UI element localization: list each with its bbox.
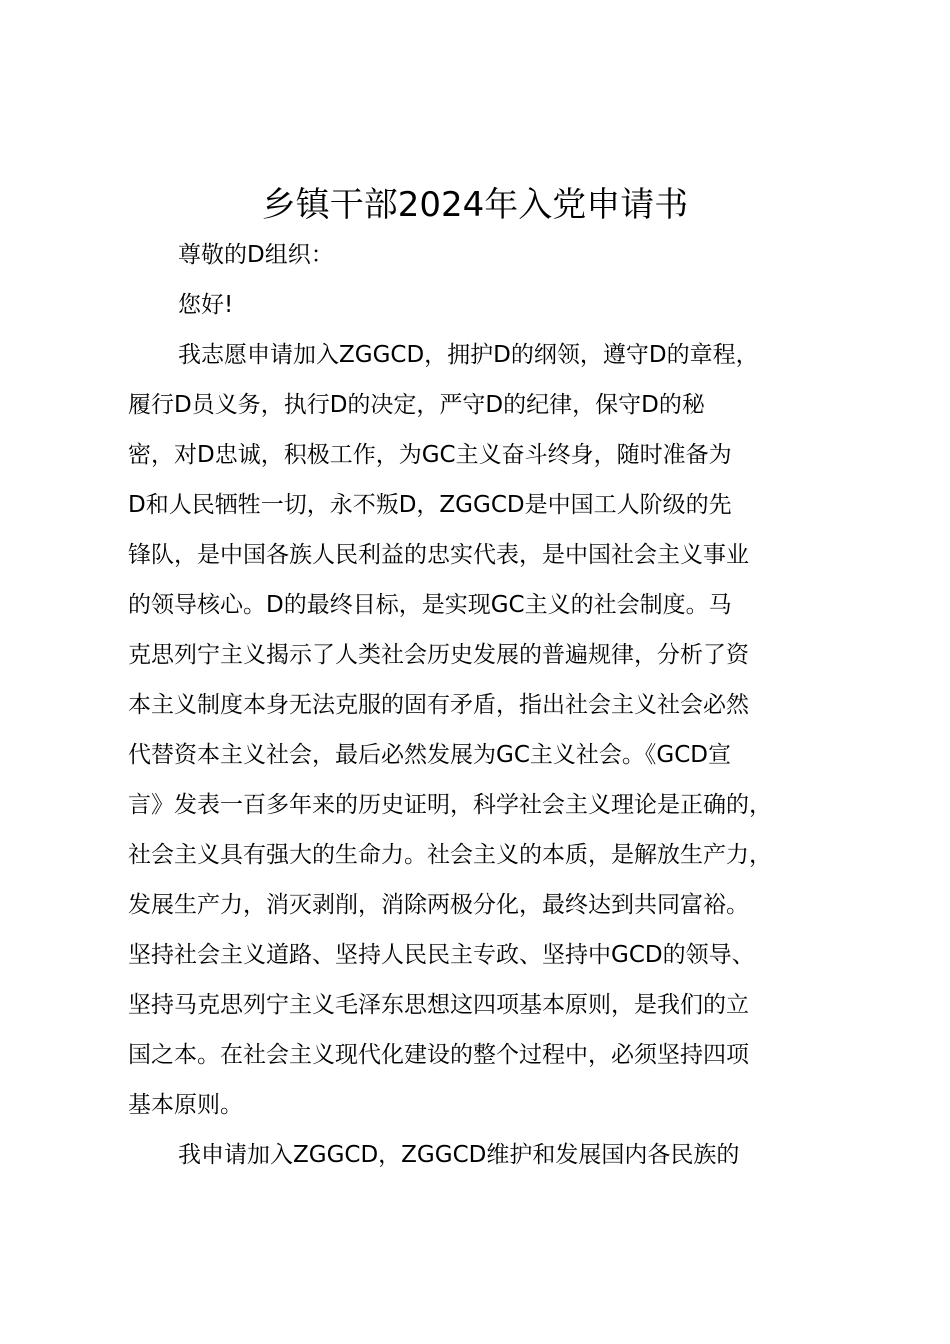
- paragraph-2: [128, 1130, 848, 1180]
- paragraph-line: 国之本。在社会主义现代化建设的整个过程中，必须坚持四项: [128, 1042, 749, 1068]
- paragraph-line: 锋队，是中国各族人民利益的忠实代表，是中国社会主义事业: [128, 542, 749, 568]
- paragraph-line: 坚持社会主义道路、坚持人民民主专政、坚持中GCD的领导、: [128, 942, 755, 968]
- paragraph-line: 我志愿申请加入ZGGCD，拥护D的纲领，遵守D的章程，: [178, 342, 759, 368]
- document-title: 乡镇干部2024年入党申请书: [261, 185, 689, 225]
- paragraph-line: 坚持马克思列宁主义毛泽东思想这四项基本原则，是我们的立: [128, 992, 749, 1018]
- paragraph-line: 发展生产力，消灭剥削，消除两极分化，最终达到共同富裕。: [128, 892, 749, 918]
- salutation: 尊敬的D组织：: [178, 242, 334, 268]
- paragraph-line: 密，对D忠诚，积极工作，为GC主义奋斗终身，随时准备为: [128, 442, 732, 468]
- paragraph-line: 基本原则。: [128, 1092, 243, 1118]
- paragraph-line: 履行D员义务，执行D的决定，严守D的纪律，保守D的秘: [128, 392, 705, 418]
- paragraph-line: 的领导核心。D的最终目标，是实现GC主义的社会制度。马: [128, 592, 732, 618]
- paragraph-line: 言》发表一百多年来的历史证明，科学社会主义理论是正确的，: [128, 792, 772, 818]
- paragraph-line: 克思列宁主义揭示了人类社会历史发展的普遍规律，分析了资: [128, 642, 749, 668]
- greeting: 您好!: [178, 292, 234, 318]
- paragraph-line: 我申请加入ZGGCD，ZGGCD维护和发展国内各民族的: [178, 1142, 740, 1168]
- paragraph-1: [128, 330, 848, 1130]
- paragraph-line: 社会主义具有强大的生命力。社会主义的本质，是解放生产力，: [128, 842, 772, 868]
- document-body: [128, 230, 848, 1180]
- paragraph-line: 本主义制度本身无法克服的固有矛盾，指出社会主义社会必然: [128, 692, 749, 718]
- paragraph-line: 代替资本主义社会，最后必然发展为GC主义社会。《GCD宣: [128, 742, 731, 768]
- paragraph-line: D和人民牺牲一切，永不叛D，ZGGCD是中国工人阶级的先: [128, 492, 732, 518]
